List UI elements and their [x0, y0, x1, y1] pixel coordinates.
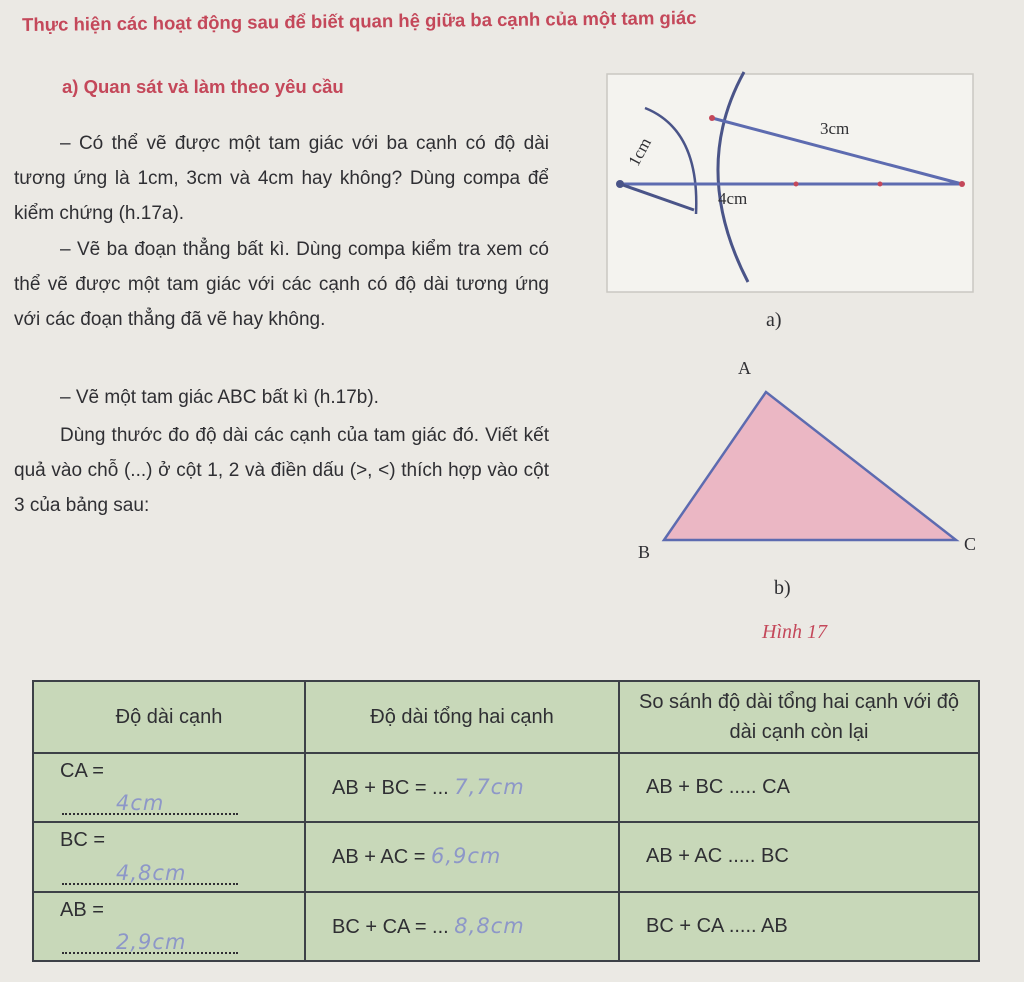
point-left [616, 180, 624, 188]
comparison-table [32, 680, 980, 962]
header-sum-two-sides: Độ dài tổng hai cạnh [305, 681, 619, 753]
compare-expression: BC + CA ..... AB [646, 914, 788, 937]
compare-cell[interactable] [619, 892, 979, 961]
compare-expression: AB + AC ..... BC [646, 845, 789, 868]
sum-cell[interactable] [305, 892, 619, 961]
side-cell[interactable] [33, 892, 305, 961]
table-row [33, 892, 979, 961]
table-row [33, 822, 979, 891]
handwritten-answer: 4cm [116, 791, 165, 816]
vertex-c-label: C [964, 534, 977, 554]
handwritten-answer: 2,9cm [116, 930, 187, 954]
table-header-row [33, 681, 979, 753]
caption-a: a) [766, 309, 782, 331]
handwritten-answer: 4,8cm [116, 860, 187, 885]
header-side-length: Độ dài cạnh [33, 681, 305, 753]
sum-cell[interactable] [305, 822, 619, 891]
side-cell[interactable] [33, 753, 305, 822]
triangle-abc [664, 392, 956, 540]
sum-cell[interactable] [305, 753, 619, 822]
sum-expression: AB + BC = ... [332, 776, 449, 799]
tick-mark [794, 182, 799, 187]
label-4cm: 4cm [718, 189, 748, 208]
header-comparison: So sánh độ dài tổng hai cạnh với độ dài cạnh còn lại [619, 681, 979, 753]
vertex-b-label: B [638, 542, 651, 562]
tick-mark [878, 182, 883, 187]
compare-expression: AB + BC ..... CA [646, 775, 790, 798]
handwritten-answer: 8,8cm [454, 913, 525, 938]
vertex-a-label: A [738, 358, 751, 378]
paragraph-4: Dùng thước đo độ dài các cạnh của tam giác đó. Viết kết quả vào chỗ (...) ở cột 1, 2 và điền dấu (>, <) thích hợp vào cột 3 của bảng sau: [14, 425, 549, 516]
paragraph-3: – Vẽ một tam giác ABC bất kì (h.17b). [60, 387, 379, 408]
side-cell[interactable] [33, 822, 305, 891]
compare-cell[interactable] [619, 753, 979, 822]
point-top [709, 115, 715, 121]
side-label: CA = [60, 759, 104, 782]
subheading: a) Quan sát và làm theo yêu cầu [62, 76, 344, 97]
figure-title: Hình 17 [762, 621, 827, 643]
side-label: BC = [60, 829, 106, 852]
paragraph-2: – Vẽ ba đoạn thẳng bất kì. Dùng compa kiểm tra xem có thể vẽ được một tam giác với các cạnh có độ dài tương ứng với các đoạn thẳng đã vẽ hay không. [14, 239, 549, 330]
sum-expression: AB + AC = [332, 846, 426, 869]
handwritten-answer: 7,7cm [454, 774, 525, 799]
page-heading: Thực hiện các hoạt động sau để biết quan hệ giữa ba cạnh của một tam giác [22, 6, 697, 35]
side-label: AB = [60, 898, 104, 921]
label-3cm: 3cm [820, 119, 850, 138]
sum-expression: BC + CA = ... [332, 915, 449, 938]
handwritten-answer: 6,9cm [430, 844, 502, 869]
paragraph-1: – Có thể vẽ được một tam giác với ba cạnh có độ dài tương ứng là 1cm, 3cm và 4cm hay không? Dùng compa để kiểm chứng (h.17a). [14, 133, 549, 224]
compare-cell[interactable] [619, 822, 979, 891]
label-1cm: 1cm [624, 134, 655, 170]
table-row [33, 753, 979, 822]
point-right [959, 181, 965, 187]
caption-b: b) [774, 577, 791, 599]
